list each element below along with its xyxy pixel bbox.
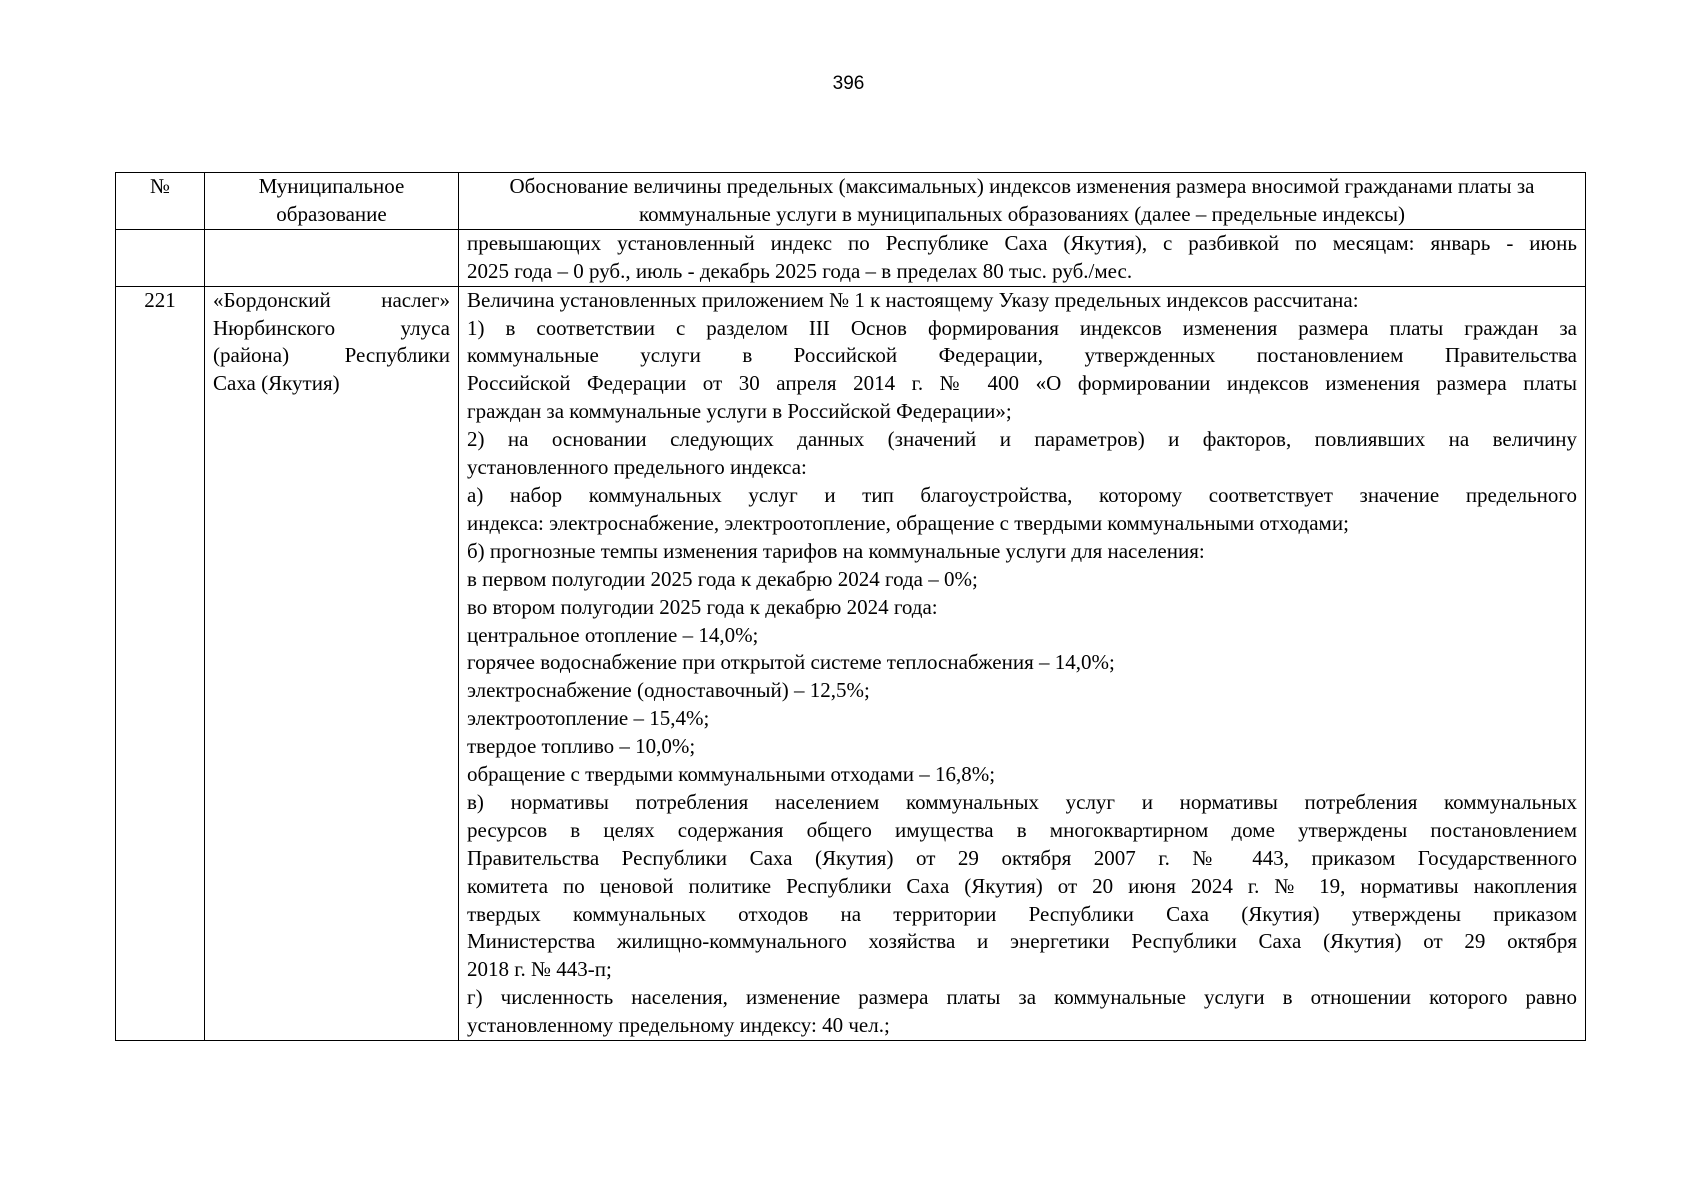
text-line: в) нормативы потребления населением коммунальных услуг и нормативы потребления коммунальных — [467, 789, 1577, 814]
text-line: установленному предельному индексу: 40 чел.; — [467, 1013, 890, 1038]
municipality-line: «Бордонский наслег» — [213, 287, 450, 312]
text-line: Правительства Республики Саха (Якутия) от 29 октября 2007 г. № 443, приказом Государственного — [467, 845, 1577, 870]
text-line: комитета по ценовой политике Республики Саха (Якутия) от 20 июня 2024 г. № 19, нормативы накопления — [467, 873, 1577, 898]
text-line: в первом полугодии 2025 года к декабрю 2024 года – 0%; — [467, 566, 978, 591]
text-line: индекса: электроснабжение, электроотопление, обращение с твердыми коммунальными отходами; — [467, 510, 1349, 535]
municipality-line: (района) Республики — [213, 343, 450, 368]
text-line: 2) на основании следующих данных (значений и параметров) и факторов, повлиявших на величину — [467, 427, 1577, 452]
table-row-continuation — [116, 229, 1586, 286]
continuation-municipality-cell — [205, 229, 459, 286]
header-number: № — [116, 173, 205, 230]
text-line: Величина установленных приложением № 1 к настоящему Указу предельных индексов рассчитана: — [467, 287, 1359, 312]
text-line: электроотопление – 15,4%; — [467, 706, 710, 731]
text-line: центральное отопление – 14,0%; — [467, 622, 759, 647]
text-line: коммунальные услуги в Российской Федерации, утвержденных постановлением Правительства — [467, 343, 1577, 368]
page-number: 396 — [832, 73, 865, 94]
index-justification-table — [115, 172, 1586, 1041]
header-justification: Обоснование величины предельных (максимальных) индексов изменения размера вносимой гражданами платы за коммунальные услуги в муниципальных образованиях (далее – предельные индексы) — [459, 173, 1586, 230]
justification-text — [459, 286, 1586, 1040]
continuation-text-cell — [459, 229, 1586, 286]
municipality-name — [205, 286, 459, 1040]
text-line: 1) в соответствии с разделом III Основ формирования индексов изменения размера платы граждан за — [467, 315, 1577, 340]
continuation-number-cell — [116, 229, 205, 286]
table-row-221 — [116, 286, 1586, 1040]
text-line: граждан за коммунальные услуги в Российской Федерации»; — [467, 399, 1012, 424]
text-line: горячее водоснабжение при открытой системе теплоснабжения – 14,0%; — [467, 650, 1115, 675]
text-line: во втором полугодии 2025 года к декабрю 2024 года: — [467, 594, 938, 619]
text-line: обращение с твердыми коммунальными отходами – 16,8%; — [467, 762, 996, 787]
text-line: твердое топливо – 10,0%; — [467, 734, 696, 759]
text-line: твердых коммунальных отходов на территории Республики Саха (Якутия) утверждены приказом — [467, 901, 1577, 926]
row-number: 221 — [116, 286, 205, 1040]
text-line: Министерства жилищно-коммунального хозяйства и энергетики Республики Саха (Якутия) от 29 октября — [467, 929, 1577, 954]
text-line: 2018 г. № 443-п; — [467, 957, 612, 982]
text-line: превышающих установленный индекс по Республике Саха (Якутия), с разбивкой по месяцам: январь - июнь — [467, 230, 1577, 255]
text-line: Российской Федерации от 30 апреля 2014 г. № 400 «О формировании индексов изменения размера платы — [467, 371, 1577, 396]
text-line: 2025 года – 0 руб., июль - декабрь 2025 года – в пределах 80 тыс. руб./мес. — [467, 258, 1133, 283]
table-header-row — [116, 173, 1586, 230]
header-municipality: Муниципальное образование — [205, 173, 459, 230]
text-line: б) прогнозные темпы изменения тарифов на коммунальные услуги для населения: — [467, 538, 1205, 563]
text-line: а) набор коммунальных услуг и тип благоустройства, которому соответствует значение предельного — [467, 482, 1577, 507]
municipality-line: Нюрбинского улуса — [213, 315, 450, 340]
text-line: установленного предельного индекса: — [467, 455, 807, 480]
municipality-line: Саха (Якутия) — [213, 371, 340, 396]
text-line: электроснабжение (одноставочный) – 12,5%; — [467, 678, 870, 703]
text-line: ресурсов в целях содержания общего имущества в многоквартирном доме утверждены постановлением — [467, 817, 1577, 842]
text-line: г) численность населения, изменение размера платы за коммунальные услуги в отношении которого равно — [467, 985, 1577, 1010]
